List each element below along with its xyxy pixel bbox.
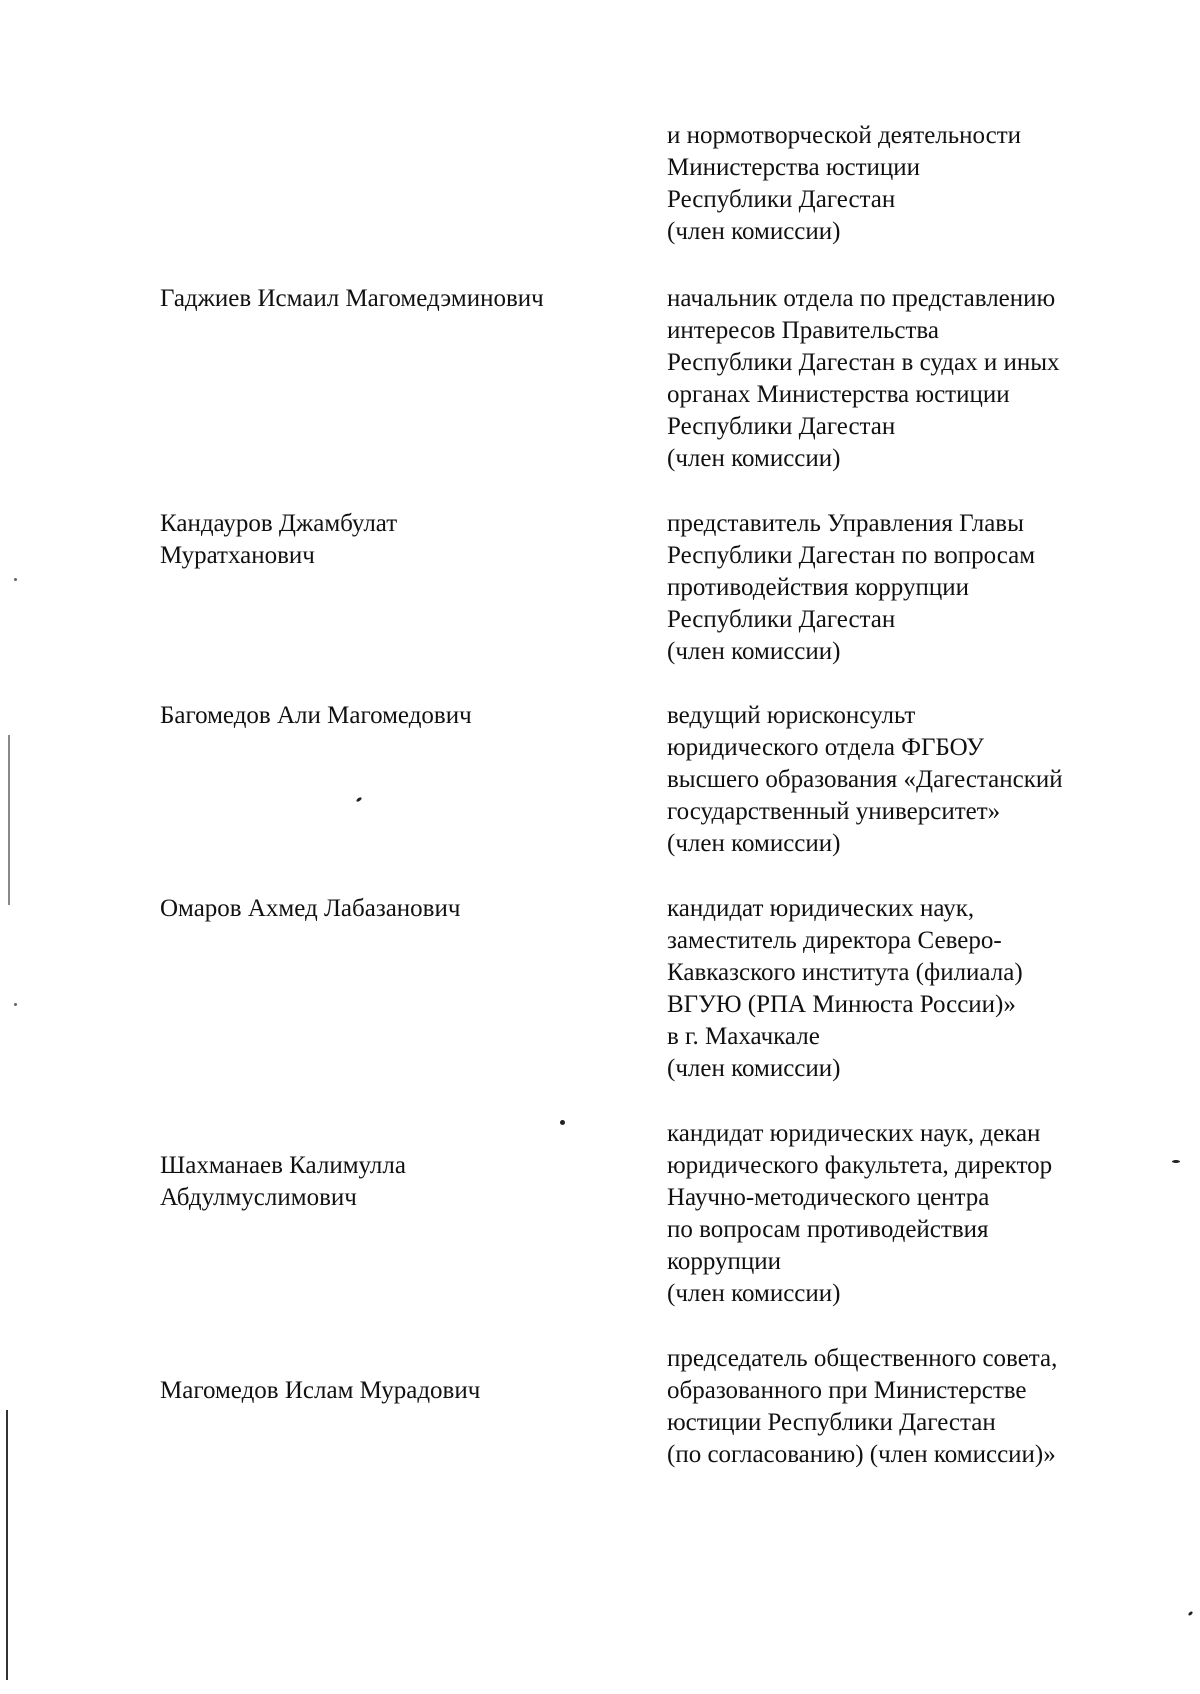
member-name xyxy=(160,893,460,925)
scan-edge-mark xyxy=(8,735,10,905)
member-role-line: представитель Управления Главы xyxy=(667,510,1024,537)
member-role-line: (член комиссии) xyxy=(667,1280,841,1307)
intro-role xyxy=(667,120,1021,248)
intro-role-line: Республики Дагестан xyxy=(667,186,896,213)
member-role-line: (член комиссии) xyxy=(667,1055,841,1082)
intro-role-line: Министерства юстиции xyxy=(667,154,921,181)
member-name xyxy=(160,1150,406,1214)
member-role-line: юридического факультета, директор xyxy=(667,1152,1053,1179)
member-name-line: Абдулмуслимович xyxy=(160,1184,357,1211)
member-role-line: по вопросам противодействия xyxy=(667,1216,989,1243)
member-role-line: ВГУЮ (РПА Минюста России)» xyxy=(667,991,1016,1018)
member-role-line: образованного при Министерстве xyxy=(667,1377,1027,1404)
member-role-line: Республики Дагестан xyxy=(667,413,896,440)
member-role-line: высшего образования «Дагестанский xyxy=(667,766,1063,793)
member-name-line: Шахманаев Калимулла xyxy=(160,1152,406,1179)
member-role-line: кандидат юридических наук, xyxy=(667,895,975,922)
member-name-line: Магомедов Ислам Мурадович xyxy=(160,1377,481,1404)
member-name xyxy=(160,700,472,732)
member-name-line: Муратханович xyxy=(160,542,315,569)
intro-role-line: (член комиссии) xyxy=(667,218,841,245)
member-role-line: (член комиссии) xyxy=(667,638,841,665)
member-role xyxy=(667,283,1060,475)
member-name xyxy=(160,1375,480,1407)
member-role xyxy=(667,893,1023,1085)
scan-speck xyxy=(1172,1160,1180,1163)
scan-speck xyxy=(14,1003,17,1006)
member-role-line: противодействия коррупции xyxy=(667,574,969,601)
member-role xyxy=(667,1118,1052,1310)
member-role-line: юстиции Республики Дагестан xyxy=(667,1409,996,1436)
member-role-line: государственный университет» xyxy=(667,798,1001,825)
member-role-line: (член комиссии) xyxy=(667,445,841,472)
member-role-line: (член комиссии) xyxy=(667,830,841,857)
scan-speck xyxy=(560,1120,565,1125)
member-name-line: Кандауров Джамбулат xyxy=(160,510,398,537)
member-role xyxy=(667,700,1063,860)
member-role-line: органах Министерства юстиции xyxy=(667,381,1010,408)
member-role-line: председатель общественного совета, xyxy=(667,1345,1058,1372)
member-name-line: Гаджиев Исмаил Магомедэминович xyxy=(160,285,544,312)
member-name-line: Омаров Ахмед Лабазанович xyxy=(160,895,461,922)
scan-speck xyxy=(1188,1611,1194,1617)
member-role-line: кандидат юридических наук, декан xyxy=(667,1120,1041,1147)
member-name xyxy=(160,508,397,572)
scan-edge-mark xyxy=(6,1410,8,1680)
member-role-line: Научно-методического центра xyxy=(667,1184,990,1211)
member-role-line: Кавказского института (филиала) xyxy=(667,959,1023,986)
member-role-line: Республики Дагестан в судах и иных xyxy=(667,349,1060,376)
member-role xyxy=(667,1343,1057,1471)
member-role-line: Республики Дагестан xyxy=(667,606,896,633)
member-name xyxy=(160,283,544,315)
member-role-line: коррупции xyxy=(667,1248,782,1275)
member-role-line: в г. Махачкале xyxy=(667,1023,820,1050)
member-role-line: юридического отдела ФГБОУ xyxy=(667,734,984,761)
member-role-line: ведущий юрисконсульт xyxy=(667,702,916,729)
intro-role-line: и нормотворческой деятельности xyxy=(667,122,1022,149)
member-role-line: интересов Правительства xyxy=(667,317,939,344)
member-role xyxy=(667,508,1035,668)
member-name-line: Багомедов Али Магомедович xyxy=(160,702,472,729)
member-role-line: Республики Дагестан по вопросам xyxy=(667,542,1036,569)
scan-speck xyxy=(14,578,17,581)
member-role-line: (по согласованию) (член комиссии)» xyxy=(667,1441,1056,1468)
member-role-line: начальник отдела по представлению xyxy=(667,285,1056,312)
scan-speck xyxy=(356,797,363,803)
member-role-line: заместитель директора Северо- xyxy=(667,927,1002,954)
